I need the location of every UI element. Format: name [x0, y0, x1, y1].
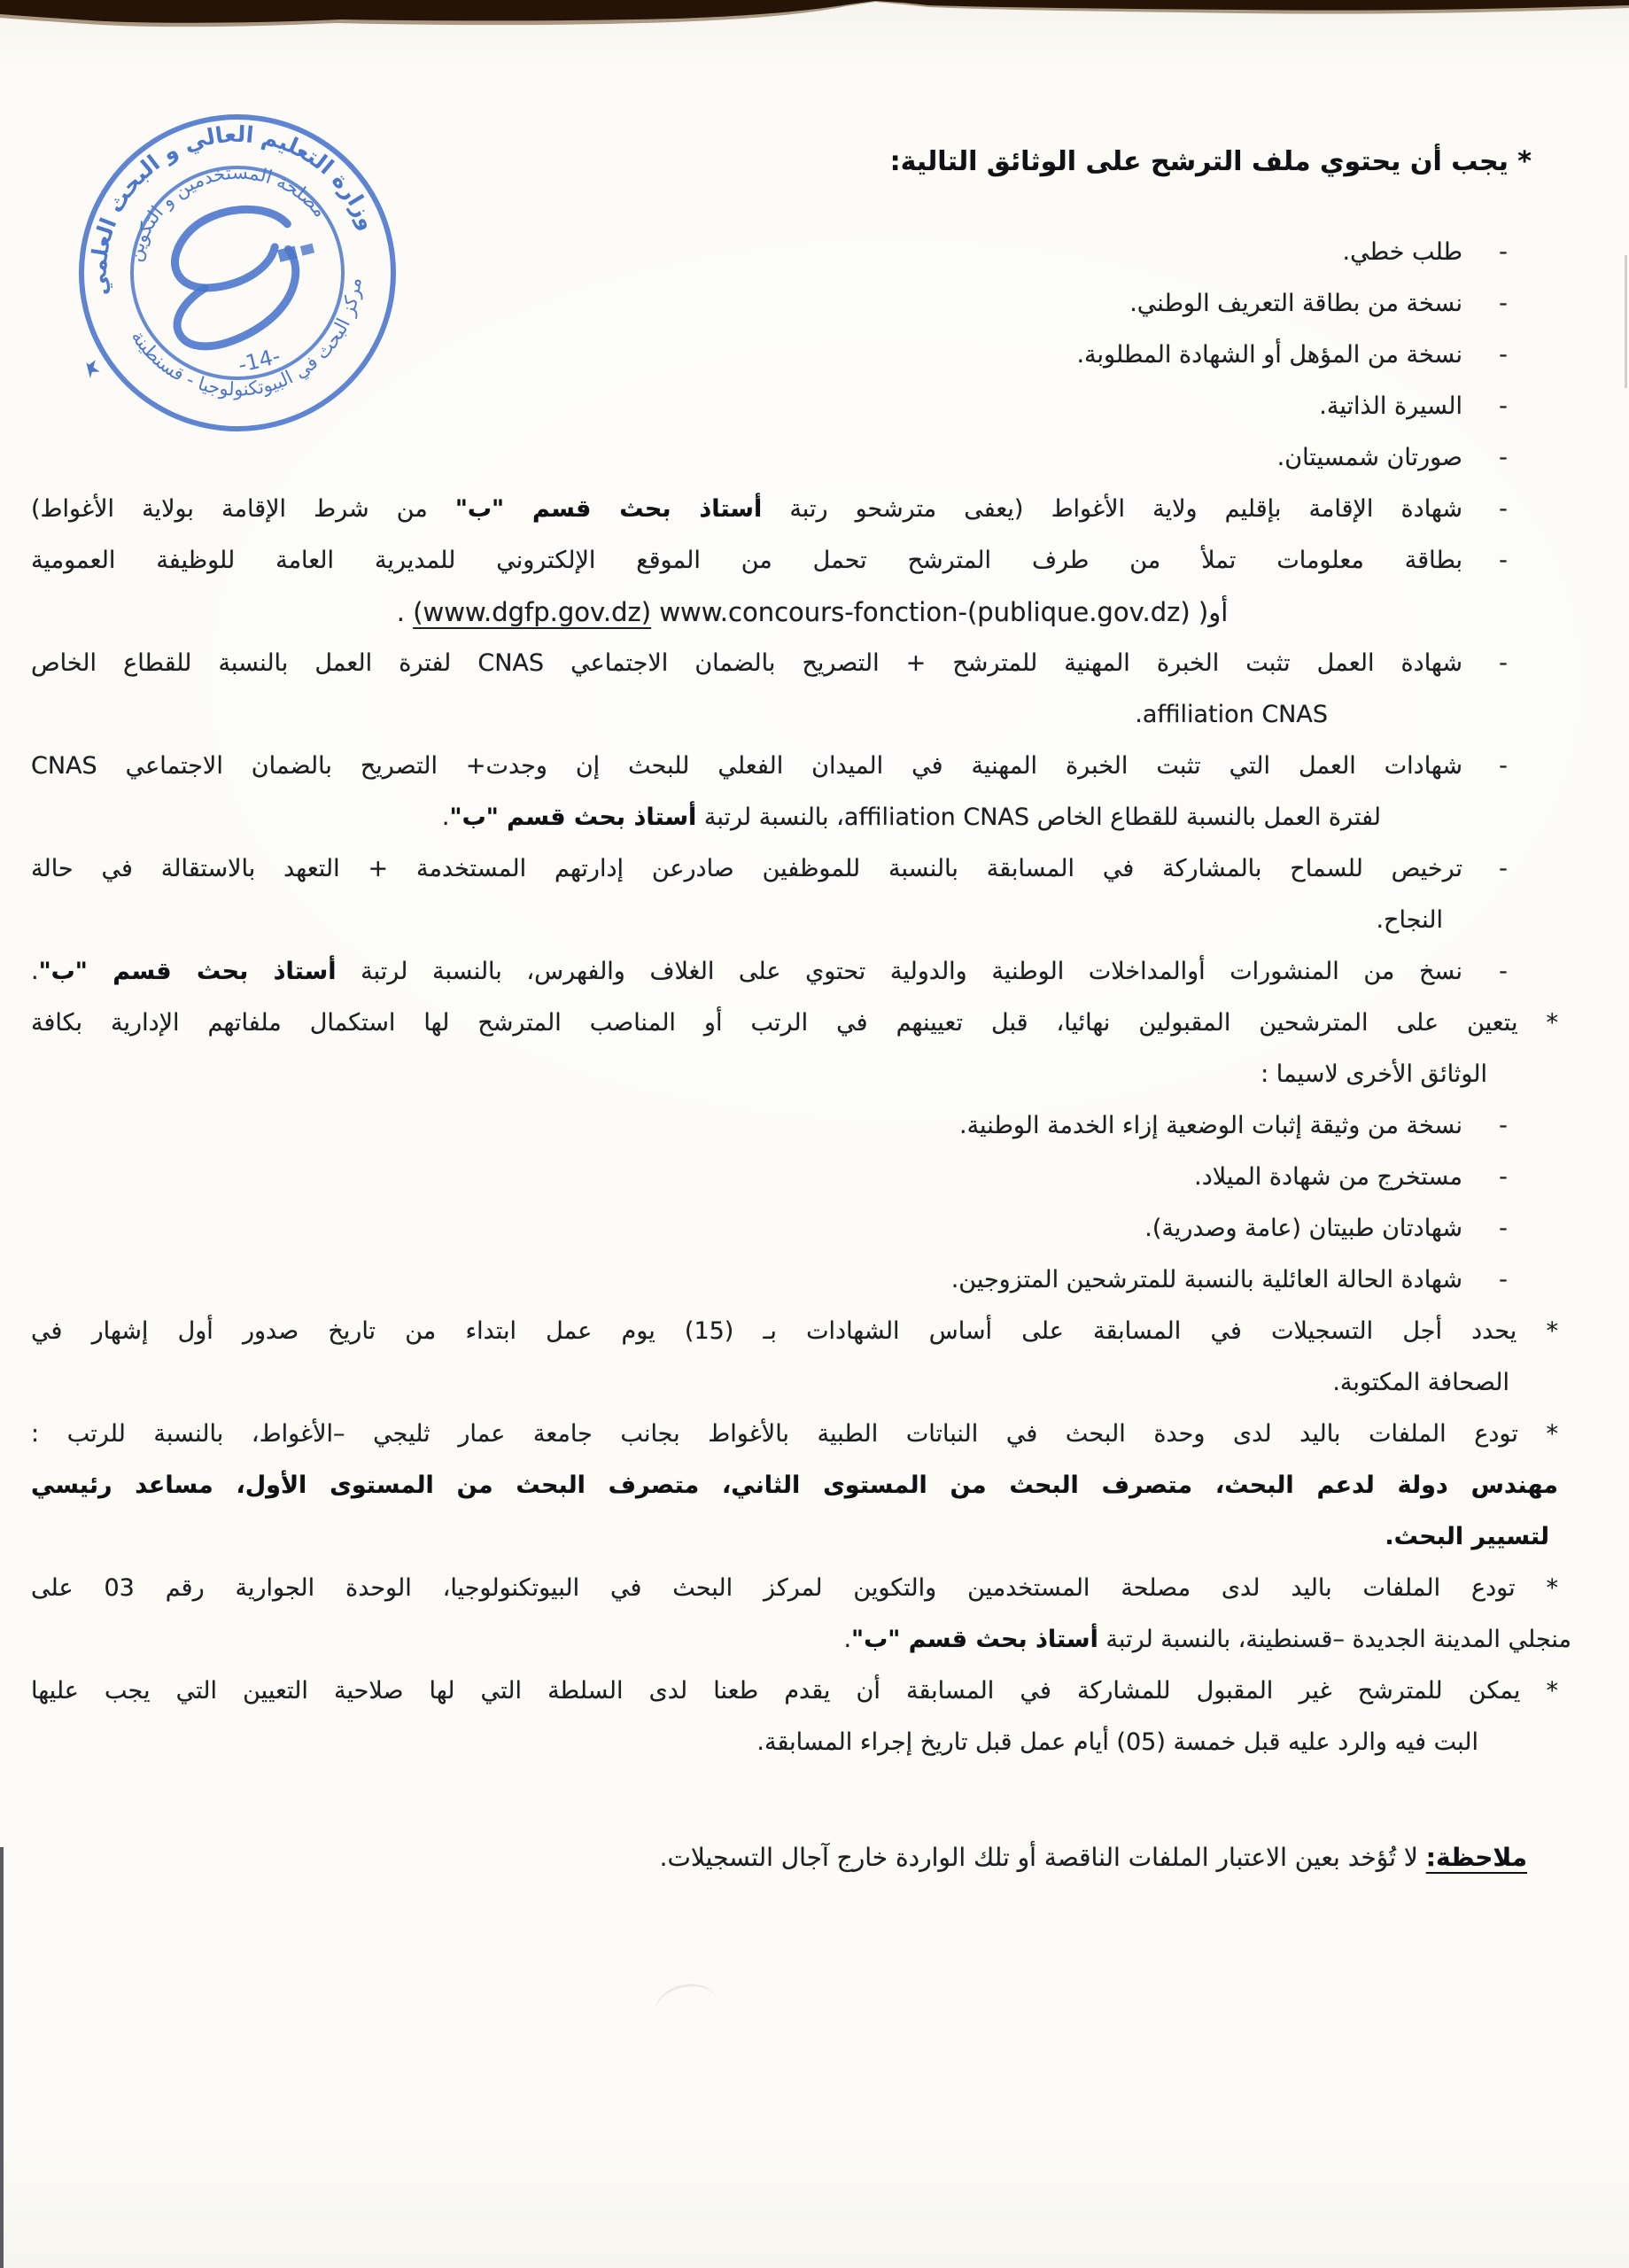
- text-segment: لفترة العمل بالنسبة للقطاع الخاص: [1029, 804, 1381, 831]
- line-text: [31, 946, 1462, 998]
- paragraph-deposit-constantine: [31, 1563, 1594, 1614]
- list-dash: -: [1499, 495, 1508, 523]
- document-text: [0, 133, 1629, 1884]
- list-item-family-status: [31, 1254, 1594, 1306]
- line-text: [31, 133, 1532, 191]
- list-dash: -: [1499, 855, 1508, 882]
- text-segment: نسخ من المنشورات أوالمداخلات الوطنية والدولية تحتوي على الغلاف والفهرس، بالنسبة لرتبة: [336, 958, 1462, 985]
- text-segment: بطاقة معلومات تملأ من طرف المترشح تحمل من الموقع الإلكتروني للمديرية العامة للوظيفة العمومية: [31, 547, 1462, 574]
- stamp-center-name-ring-text: مركز البحث في البيوتكنولوجيا - قسنطينة: [127, 276, 366, 400]
- line-text: [31, 1049, 1487, 1100]
- line-text: [31, 586, 1594, 638]
- list-dash: -: [1499, 547, 1508, 574]
- stamp-star-icon: ★: [70, 349, 109, 389]
- paragraph-appeal: [31, 1666, 1594, 1717]
- text-segment: affiliation CNAS: [1142, 701, 1328, 728]
- line-text: [31, 1306, 1558, 1357]
- success-line: [31, 895, 1594, 946]
- scan-left-edge-artifact: [0, 1847, 4, 2268]
- stamp-center-code: -14-: [236, 343, 283, 378]
- bold-text-segment: أستاذ بحث قسم "ب": [38, 958, 337, 985]
- list-item-birth-certificate: [31, 1152, 1594, 1203]
- bold-text-segment: أستاذ بحث قسم "ب": [454, 495, 763, 523]
- text-segment: * تودع الملفات باليد لدى وحدة البحث في النباتات الطبية بالأغواط بجانب جامعة عمار ثليجي –الأغواط، بالنسبة للرتب :: [31, 1420, 1558, 1448]
- text-segment: CNAS: [477, 649, 545, 677]
- other-documents-line: [31, 1049, 1594, 1100]
- paragraph-final-candidates: [31, 998, 1594, 1049]
- paragraph-deposit-laghouat: [31, 1409, 1594, 1460]
- text-segment: .: [31, 958, 39, 985]
- text-segment: ترخيص للسماح بالمشاركة في المسابقة بالنسبة للموظفين صادرعن إدارتهم المستخدمة + التعهد بالاستقالة في حالة: [31, 855, 1462, 882]
- spacer-before-note: [31, 1768, 1594, 1832]
- research-management-line: [31, 1511, 1594, 1563]
- list-item-diploma-copy: [31, 330, 1594, 381]
- text-segment: لا تُؤخد بعين الاعتبار الملفات الناقصة أو تلك الواردة خارج آجال التسجيلات.: [659, 1843, 1426, 1872]
- written-press-line: [31, 1357, 1594, 1409]
- text-segment: .: [1135, 701, 1143, 728]
- list-dash: -: [1499, 444, 1508, 471]
- text-segment: www.concours-fonction-(publique.gov.dz) ): [659, 597, 1209, 627]
- bold-text-segment: أستاذ بحث قسم "ب": [851, 1626, 1098, 1653]
- line-text: [31, 330, 1462, 381]
- scan-edge-artifact: [0, 0, 1629, 32]
- list-dash: -: [1499, 1266, 1508, 1293]
- line-text: [31, 638, 1462, 689]
- text-segment: من شرط الإقامة بولاية الأغواط): [31, 495, 455, 523]
- stamp-service-ring-text: مصلحة المستخدمين و التكوين: [124, 161, 331, 264]
- scan-right-edge-artifact: [1625, 255, 1627, 388]
- affiliation-cnas-line: [31, 689, 1594, 741]
- text-segment: نسخة من وثيقة إثبات الوضعية إزاء الخدمة الوطنية.: [958, 1112, 1462, 1139]
- line-text: [31, 895, 1443, 946]
- line-text: [31, 1717, 1478, 1768]
- bold-text-segment: أستاذ بحث قسم "ب": [449, 804, 697, 831]
- line-text: [31, 689, 1328, 741]
- line-text: [31, 1203, 1462, 1254]
- list-dash: -: [1499, 392, 1508, 420]
- text-segment: نسخة من بطاقة التعريف الوطني.: [1129, 290, 1462, 317]
- text-segment: النجاح.: [1376, 906, 1443, 934]
- text-segment: شهادات العمل التي تثبت الخبرة المهنية في الميدان الفعلي للبحث إن وجدت+ التصريح بالضمان الاجتماعي: [97, 752, 1462, 780]
- list-item-work-certificate: [31, 638, 1594, 689]
- list-item-research-certificates: [31, 741, 1594, 792]
- bold-text-segment: لتسيير البحث.: [1385, 1523, 1549, 1550]
- line-text: [31, 1666, 1558, 1717]
- line-text: [31, 278, 1462, 330]
- line-text: [31, 1409, 1558, 1460]
- line-text: [31, 432, 1462, 484]
- text-segment: * يحدد أجل التسجيلات في المسابقة على أساس الشهادات بـ (15) يوم عمل ابتداء من تاريخ صدور أول إشهار في: [31, 1317, 1558, 1345]
- ranks-bold-line: [31, 1460, 1594, 1511]
- list-item-residence: [31, 484, 1594, 535]
- text-segment: * تودع الملفات باليد لدى مصلحة المستخدمين والتكوين لمركز البحث في البيوتكنولوجيا، الوحدة الجوارية رقم 03 على: [31, 1574, 1558, 1602]
- line-text: [31, 227, 1462, 278]
- line-text: [31, 843, 1462, 895]
- text-segment: .: [441, 804, 450, 831]
- text-segment: الصحافة المكتوبة.: [1332, 1369, 1509, 1396]
- line-text: [31, 381, 1462, 432]
- text-segment: نسخة من المؤهل أو الشهادة المطلوبة.: [1076, 341, 1462, 369]
- bold-text-segment: مهندس دولة لدعم البحث، متصرف البحث من المستوى الثاني، متصرف البحث من المستوى الأول، مساعد رئيسي: [31, 1472, 1558, 1499]
- stamp-ministry-ring-text: وزارة التعليم العالي و البحث العلمي: [85, 120, 382, 297]
- list-dash: -: [1499, 238, 1508, 266]
- list-dash: -: [1499, 752, 1508, 780]
- list-dash: -: [1499, 649, 1508, 677]
- list-dash: -: [1499, 290, 1508, 317]
- url-line: [31, 586, 1594, 638]
- line-text: [31, 484, 1462, 535]
- text-segment: شهادة الحالة العائلية بالنسبة للمترشحين المتزوجين.: [950, 1266, 1462, 1293]
- title-line: [31, 133, 1594, 191]
- line-text: [31, 1100, 1462, 1152]
- line-text: [31, 1152, 1462, 1203]
- list-dash: -: [1499, 1112, 1508, 1139]
- line-text: [31, 1614, 1571, 1666]
- text-segment: السيرة الذاتية.: [1319, 392, 1462, 420]
- line-text: [31, 1460, 1558, 1511]
- text-segment: لفترة العمل بالنسبة للقطاع الخاص: [31, 649, 478, 677]
- list-item-authorization: [31, 843, 1594, 895]
- list-dash: -: [1499, 1163, 1508, 1191]
- line-text: [31, 1511, 1549, 1563]
- line-text: [31, 741, 1462, 792]
- list-item-id-copy: [31, 278, 1594, 330]
- text-segment: أو: [651, 597, 1229, 627]
- text-segment: الوثائق الأخرى لاسيما :: [1261, 1060, 1487, 1088]
- text-segment: CNAS: [31, 752, 97, 780]
- line-text: [31, 792, 1381, 843]
- text-segment: طلب خطي.: [1342, 238, 1462, 266]
- faint-smudge-artifact: [652, 1978, 722, 2033]
- note-line: [31, 1832, 1594, 1884]
- bold-text-segment: ملاحظة:: [1425, 1843, 1527, 1872]
- list-item-photos: [31, 432, 1594, 484]
- text-segment: شهادة الإقامة بإقليم ولاية الأغواط (يعفى مترشحو رتبة: [762, 495, 1462, 523]
- line-text: [31, 1254, 1462, 1306]
- appeal-reply-line: [31, 1717, 1594, 1768]
- list-item-info-card: [31, 535, 1594, 586]
- line-text: [31, 998, 1558, 1049]
- underlined-text-segment: (www.dgfp.gov.dz): [413, 597, 652, 627]
- text-segment: .: [396, 597, 414, 627]
- text-segment: البت فيه والرد عليه قبل خمسة (05) أيام عمل قبل تاريخ إجراء المسابقة.: [756, 1728, 1478, 1756]
- list-item-cv: [31, 381, 1594, 432]
- list-item-publications: [31, 946, 1594, 998]
- text-segment: شهادتان طبيتان (عامة وصدرية).: [1144, 1215, 1462, 1242]
- text-segment: * يمكن للمترشح غير المقبول للمشاركة في المسابقة أن يقدم طعنا لدى السلطة التي لها صلاحية التعيين التي يجب عليها: [31, 1677, 1558, 1705]
- bold-text-segment: * يجب أن يحتوي ملف الترشح على الوثائق التالية:: [889, 146, 1532, 177]
- list-item-written-request: [31, 227, 1594, 278]
- private-sector-line: [31, 792, 1594, 843]
- text-segment: منجلي المدينة الجديدة –قسنطينة، بالنسبة لرتبة: [1098, 1626, 1571, 1653]
- text-segment: ، بالنسبة لرتبة: [696, 804, 844, 831]
- list-dash: -: [1499, 958, 1508, 985]
- text-segment: affiliation CNAS: [843, 804, 1030, 831]
- list-item-medical-certificates: [31, 1203, 1594, 1254]
- line-text: [31, 1357, 1509, 1409]
- line-text: [31, 1563, 1558, 1614]
- text-segment: شهادة العمل تثبت الخبرة المهنية للمترشح + التصريح بالضمان الاجتماعي: [544, 649, 1462, 677]
- spacer: [31, 191, 1594, 227]
- text-segment: صورتان شمسيتان.: [1276, 444, 1462, 471]
- list-dash: -: [1499, 1215, 1508, 1242]
- list-dash: -: [1499, 341, 1508, 369]
- line-text: [31, 535, 1462, 586]
- line-text: [31, 1832, 1527, 1884]
- list-item-national-service: [31, 1100, 1594, 1152]
- mendjeli-line: [31, 1614, 1594, 1666]
- text-segment: * يتعين على المترشحين المقبولين نهائيا، قبل تعيينهم في الرتب أو المناصب المترشح لها استكمال ملفاتهم الإدارية بكافة: [31, 1009, 1558, 1037]
- paragraph-registration-deadline: [31, 1306, 1594, 1357]
- text-segment: .: [843, 1626, 852, 1653]
- text-segment: مستخرج من شهادة الميلاد.: [1194, 1163, 1462, 1191]
